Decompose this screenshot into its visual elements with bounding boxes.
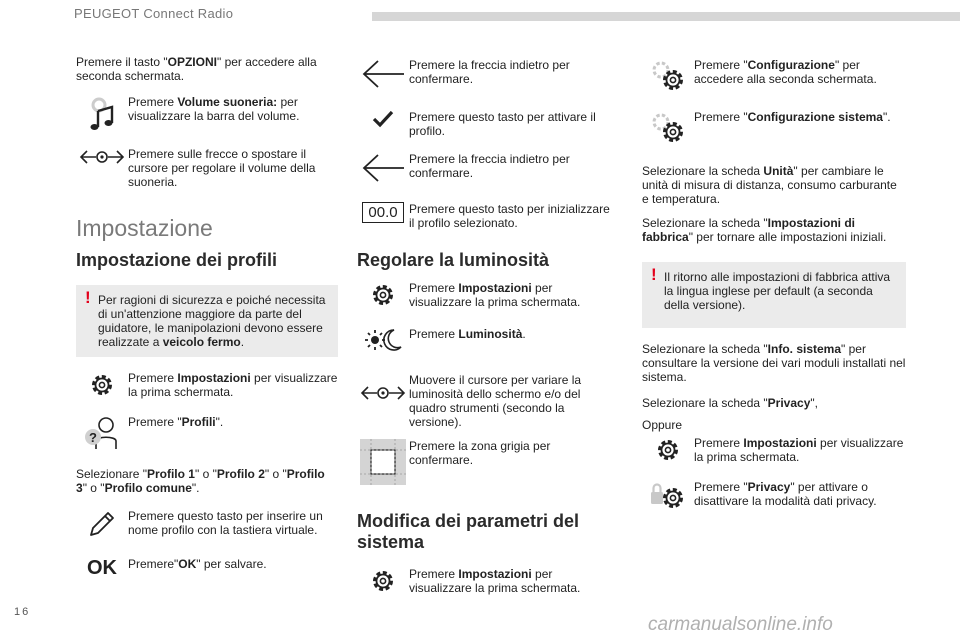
pencil-text: Premere questo tasto per inserire un nome profilo con la tastiera virtuale.: [128, 509, 323, 537]
warning-icon-2: !: [651, 265, 657, 284]
back-arrow-text-2: Premere la freccia indietro per confermare.: [409, 152, 570, 180]
system-settings-text: Premere Impostazioni per visualizzare la prima schermata.: [409, 567, 581, 595]
privacy-settings-row: [642, 436, 906, 464]
pencil-row: [76, 509, 338, 539]
ok-row: [76, 557, 338, 580]
profiles-heading: Impostazione dei profili: [76, 250, 278, 270]
profiles-text: Premere "Profili".: [128, 415, 224, 429]
running-header-title: PEUGEOT Connect Radio: [74, 6, 234, 21]
profiles-row: [76, 415, 338, 451]
column-3: [642, 58, 906, 512]
privacy-row: [642, 480, 906, 512]
slider-arrows-icon-2: [357, 373, 409, 403]
profile-user-icon: [76, 415, 128, 451]
sun-moon-icon: [357, 327, 409, 353]
column-1: [76, 55, 338, 580]
privacy-lock-gear-icon: [642, 480, 694, 512]
info-system-text: Selezionare la scheda "Info. sistema" per consultare la versione dei vari moduli installati nel sistema.: [642, 342, 906, 384]
luminosity-text: Premere Luminosità.: [409, 327, 526, 341]
system-config-row: [642, 110, 906, 146]
brightness-settings-row: [357, 281, 613, 309]
settings-gear-icon-2: [357, 281, 409, 309]
page-number: 16: [14, 606, 31, 618]
safety-warning-box: ! Per ragioni di sicurezza e poiché necessita di un'attenzione maggiore da parte del guidatore, le manipolazioni devono essere realizzate a veicolo fermo.: [76, 285, 338, 357]
svg-text:?: ?: [89, 430, 97, 445]
configuration-gears-icon: [642, 58, 694, 94]
system-config-text: Premere "Configurazione sistema".: [694, 110, 891, 124]
watermark: carmanualsonline.info: [648, 614, 833, 635]
slider-arrows-icon: [76, 147, 128, 167]
brightness-heading: Regolare la luminosità: [357, 250, 550, 270]
brightness-slider-text: Muovere il cursore per variare la luminosità dello schermo e/o del quadro strumenti (secondo la versione).: [409, 373, 582, 429]
music-settings-icon: [76, 95, 128, 133]
checkmark-icon: [357, 110, 409, 128]
factory-warning-box: ! Il ritorno alle impostazioni di fabbrica attiva la lingua inglese per default (a seconda della versione).: [642, 262, 906, 328]
warning-icon: !: [85, 288, 91, 307]
grey-zone-row: [357, 439, 613, 485]
column-2: [357, 58, 613, 595]
system-heading: Modifica dei parametri del sistema: [357, 511, 580, 552]
grey-zone-icon: [357, 439, 409, 485]
select-profile-text: Selezionare "Profilo 1" o "Profilo 2" o "Profilo 3" o "Profilo comune".: [76, 467, 325, 495]
luminosity-row: [357, 327, 613, 353]
brightness-settings-text: Premere Impostazioni per visualizzare la prima schermata.: [409, 281, 581, 309]
settings-row: [76, 371, 338, 399]
privacy-tab-text: Selezionare la scheda "Privacy",: [642, 396, 818, 410]
oppure-text: Oppure: [642, 418, 683, 432]
privacy-settings-text: Premere Impostazioni per visualizzare la prima schermata.: [694, 436, 904, 464]
section-title: Impostazione: [76, 215, 213, 241]
settings-text: Premere Impostazioni per visualizzare la prima schermata.: [128, 371, 338, 399]
reset-profile-text: Premere questo tasto per inizializzare il profilo selezionato.: [409, 202, 610, 230]
units-text: Selezionare la scheda Unità" per cambiare le unità di misura di distanza, consumo carburante e temperatura.: [642, 164, 897, 206]
pencil-icon: [76, 509, 128, 539]
configuration-text: Premere "Configurazione" per accedere alla seconda schermata.: [694, 58, 877, 86]
check-text: Premere questo tasto per attivare il profilo.: [409, 110, 596, 138]
check-row: [357, 110, 613, 138]
brightness-slider-row: [357, 373, 613, 429]
arrows-text: Premere sulle frecce o spostare il cursore per regolare il volume della suoneria.: [128, 147, 316, 189]
reset-counter-icon: 00.0: [357, 202, 409, 223]
settings-gear-icon-4: [642, 436, 694, 464]
options-intro: Premere il tasto "OPZIONI" per accedere alla seconda schermata.: [76, 55, 317, 83]
reset-profile-row: [357, 202, 613, 230]
header-bar: [372, 12, 960, 21]
back-arrow-text-1: Premere la freccia indietro per confermare.: [409, 58, 570, 86]
settings-gear-icon-3: [357, 567, 409, 595]
volume-text: Premere Volume suoneria: per visualizzare la barra del volume.: [128, 95, 300, 123]
ok-icon: OK: [87, 557, 117, 579]
settings-gear-icon: [76, 371, 128, 399]
back-arrow-row-1: [357, 58, 613, 90]
system-config-gears-icon: [642, 110, 694, 146]
grey-zone-text: Premere la zona grigia per confermare.: [409, 439, 551, 467]
system-settings-row: [357, 567, 613, 595]
back-arrow-icon: [357, 58, 409, 90]
back-arrow-row-2: [357, 152, 613, 184]
ok-text: Premere"OK" per salvare.: [128, 557, 267, 571]
privacy-text: Premere "Privacy" per attivare o disattivare la modalità dati privacy.: [694, 480, 877, 508]
arrows-row: [76, 147, 338, 189]
back-arrow-icon-2: [357, 152, 409, 184]
volume-row: [76, 95, 338, 133]
factory-reset-text: Selezionare la scheda "Impostazioni di fabbrica" per tornare alle impostazioni iniziali.: [642, 216, 887, 244]
configuration-row: [642, 58, 906, 94]
